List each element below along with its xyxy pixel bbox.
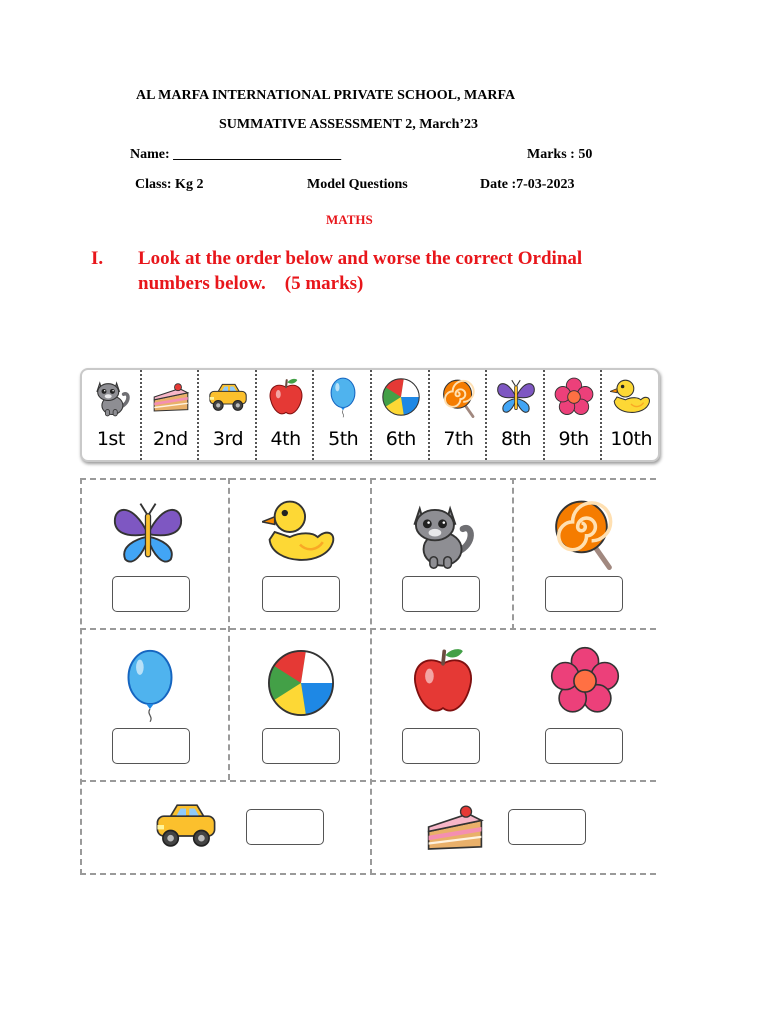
ordinal-label: 5th: [328, 428, 359, 450]
answer-box-cat[interactable]: [402, 576, 480, 612]
strip-cell-9th: [543, 370, 603, 460]
grid-line: [512, 478, 514, 630]
grid-line: [80, 780, 656, 782]
answer-box-lollipop[interactable]: [545, 576, 623, 612]
ordinal-label: 10th: [610, 428, 653, 450]
grid-cell-balloon: [112, 646, 188, 724]
apple-icon: [406, 644, 480, 718]
duck-icon: [262, 494, 338, 570]
ordinal-label: 2nd: [153, 428, 188, 450]
grid-cell-butterfly: [110, 496, 186, 572]
answer-box-balloon[interactable]: [112, 728, 190, 764]
grid-line: [228, 478, 230, 780]
ordinal-order-strip: [80, 368, 660, 462]
ordinal-label: 1st: [96, 428, 125, 450]
answer-box-cake[interactable]: [508, 809, 586, 845]
ordinal-label: 7th: [443, 428, 474, 450]
car-icon: [146, 792, 226, 858]
question-number: I.: [91, 248, 104, 269]
model-questions-label: Model Questions: [307, 177, 408, 192]
answer-box-duck[interactable]: [262, 576, 340, 612]
flower-icon: [553, 376, 595, 418]
cake-icon: [420, 794, 490, 860]
grid-line: [80, 478, 82, 875]
strip-cell-7th: [428, 370, 488, 460]
cat-icon: [90, 376, 132, 418]
answer-box-flower[interactable]: [545, 728, 623, 764]
apple-icon: [265, 376, 307, 418]
answer-box-car[interactable]: [246, 809, 324, 845]
school-name: AL MARFA INTERNATIONAL PRIVATE SCHOOL, MARFA: [136, 88, 516, 103]
butterfly-icon: [110, 496, 186, 572]
answer-grid: [80, 478, 656, 875]
ordinal-label: 8th: [500, 428, 532, 450]
marks-label: Marks : 50: [527, 147, 593, 162]
ordinal-label: 4th: [270, 428, 301, 450]
grid-cell-apple: [406, 644, 480, 718]
strip-cell-8th: [485, 370, 545, 460]
question-text-line-1: Look at the order below and worse the correct Ordinal: [138, 248, 583, 269]
name-field-label: Name: ________________________: [130, 147, 342, 162]
ball-icon: [380, 376, 422, 418]
class-label: Class: Kg 2: [135, 177, 204, 192]
answer-box-apple[interactable]: [402, 728, 480, 764]
lollipop-icon: [546, 494, 622, 570]
cake-icon: [150, 376, 192, 418]
strip-cell-5th: [312, 370, 372, 460]
answer-box-ball[interactable]: [262, 728, 340, 764]
lollipop-icon: [438, 376, 480, 418]
butterfly-icon: [495, 376, 537, 418]
grid-line: [80, 478, 656, 480]
balloon-icon: [322, 376, 364, 418]
grid-cell-cake: [420, 794, 490, 860]
ball-icon: [264, 646, 338, 720]
grid-cell-ball: [264, 646, 338, 720]
question-text-line-2: numbers below. (5 marks): [138, 273, 364, 294]
grid-line: [80, 873, 656, 875]
ordinal-label: 9th: [558, 428, 589, 450]
flower-icon: [548, 644, 622, 718]
grid-line: [80, 628, 656, 630]
grid-cell-car: [146, 792, 226, 858]
strip-cell-2nd: [140, 370, 200, 460]
subject-label: MATHS: [326, 212, 373, 227]
strip-cell-10th: [600, 370, 660, 460]
grid-cell-cat: [402, 494, 478, 574]
car-icon: [207, 376, 249, 418]
cat-icon: [402, 494, 478, 574]
grid-cell-duck: [262, 494, 338, 570]
ordinal-label: 6th: [385, 428, 416, 450]
grid-cell-lollipop: [546, 494, 622, 570]
strip-cell-4th: [255, 370, 315, 460]
balloon-icon: [112, 646, 188, 724]
grid-line: [370, 478, 372, 875]
answer-box-butterfly[interactable]: [112, 576, 190, 612]
duck-icon: [610, 376, 652, 418]
ordinal-label: 3rd: [212, 428, 244, 450]
question-text: [138, 246, 738, 296]
strip-cell-6th: [370, 370, 430, 460]
strip-cell-1st: [82, 370, 140, 460]
strip-cell-3rd: [197, 370, 257, 460]
grid-cell-flower: [548, 644, 622, 718]
assessment-title: SUMMATIVE ASSESSMENT 2, March’23: [219, 117, 479, 132]
date-label: Date :7-03-2023: [480, 177, 575, 192]
